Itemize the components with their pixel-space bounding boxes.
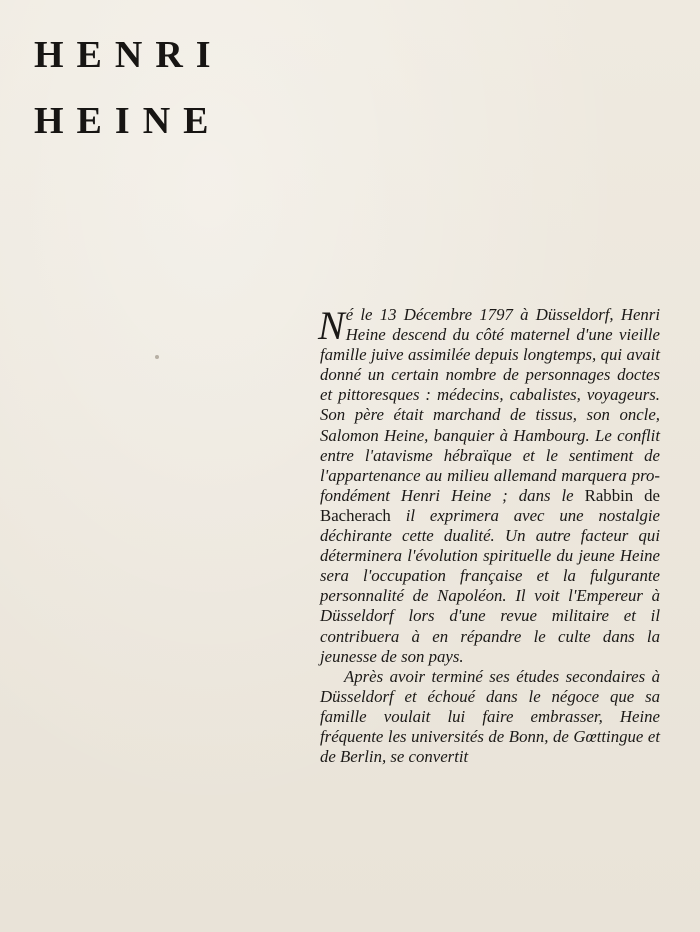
book-title-rabbin: Rabbin de Bacherach: [320, 485, 660, 525]
biography-text: [320, 305, 660, 767]
paragraph-1-part-1: é le 13 Décembre 1797 à Düsseldorf, Henri Heine descend du côté maternel d'une vieille famille juive assimilée depuis longtemps, qui avait donné un certain nombre de personnages doctes et pittoresques : médecins, cabalistes, voyageurs. Son père était marchand de tissus, son oncle, Salomon Heine, banquier à Hambourg. Le conflit entre l'atavisme hébraïque et le sentiment de l'appartenance au milieu allemand marquera profondément Henri Heine ; dans le: [320, 305, 660, 505]
title-line-1: HENRI: [34, 34, 224, 76]
title-line-2: HEINE: [34, 100, 222, 142]
paper-speck: [155, 355, 159, 359]
page-title: [34, 22, 224, 154]
paragraph-1-part-2: il exprimera avec une nostalgie déchirante cette dualité. Un autre facteur qui déterminera l'évolution spirituelle du jeune Heine sera l'occupation française et la fulgurante personnalité de Napoléon. Il voit l'Empereur à Düsseldorf lors d'une revue militaire et il contribuera à en répandre le culte dans la jeunesse de son pays.: [320, 505, 660, 666]
drop-cap: N: [318, 303, 345, 348]
paragraph-1: [320, 305, 660, 667]
paragraph-2: Après avoir terminé ses études secondaires à Düsseldorf et échoué dans le négoce que sa famille voulait lui faire embrasser, Heine fréquente les universités de Bonn, de Gœttingue et de Berlin, se convertit: [320, 666, 660, 767]
